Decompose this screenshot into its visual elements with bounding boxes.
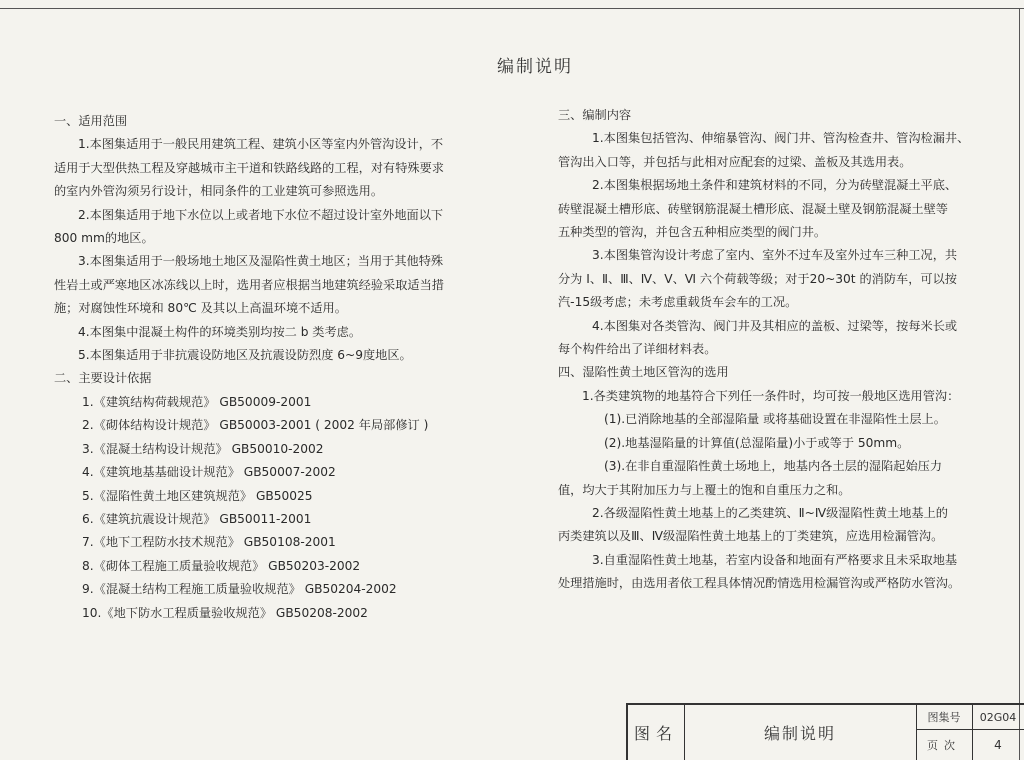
reference-item: 3.《混凝土结构设计规范》 GB50010-2002 [82,441,324,456]
paragraph-line: 3.自重湿陷性黄土地基，若室内设备和地面有严格要求且未采取地基 [592,552,958,567]
paragraph-line: 值，均大于其附加压力与上覆土的饱和自重压力之和。 [558,482,851,497]
reference-item: 2.《砌体结构设计规范》 GB50003-2001 ( 2002 年局部修订 ) [82,418,429,433]
title-block [626,703,1024,760]
reference-item: 5.《湿陷性黄土地区建筑规范》 GB50025 [82,488,313,503]
paragraph-line: 1.各类建筑物的地基符合下列任一条件时，均可按一般地区选用管沟： [582,388,960,403]
section-heading: 三、编制内容 [558,108,632,122]
reference-item: 6.《建筑抗震设计规范》 GB50011-2001 [82,511,312,526]
paragraph-line: 5.本图集适用于非抗震设防地区及抗震设防烈度 6~9度地区。 [78,348,412,363]
reference-item: 4.《建筑地基基础设计规范》 GB50007-2002 [82,465,336,480]
paragraph-line: 的室内外管沟须另行设计，相同条件的工业建筑可参照选用。 [54,184,384,199]
section-heading: 四、湿陷性黄土地区管沟的选用 [558,365,729,380]
paragraph-line: 1.本图集适用于一般民用建筑工程、建筑小区等室内外管沟设计，不 [78,137,444,152]
paragraph-line: 每个构件给出了详细材料表。 [558,342,717,357]
paragraph-line: 性岩土或严寒地区冰冻线以上时，选用者应根据当地建筑经验采取适当措 [54,277,444,292]
section-heading: 二、主要设计依据 [54,371,152,386]
paragraph-line: 施；对腐蚀性环境和 80℃ 及其以上高温环境不适用。 [54,301,347,316]
reference-item: 8.《砌体工程施工质量验收规范》 GB50203-2002 [82,558,361,573]
condition-item: (2).地基湿陷量的计算值(总湿陷量)小于或等于 50mm。 [604,435,910,450]
reference-item: 9.《混凝土结构工程施工质量验收规范》 GB50204-2002 [82,582,397,597]
condition-item: (3).在非自重湿陷性黄土场地上，地基内各土层的湿陷起始压力 [604,459,943,474]
paragraph-line: 4.本图集对各类管沟、阀门井及其相应的盖板、过梁等，按每米长或 [592,318,958,333]
atlas-number-label: 图集号 [916,705,973,730]
paragraph-line: 1.本图集包括管沟、伸缩暴管沟、阀门井、管沟检查井、管沟检漏井、 [592,131,970,146]
section-heading: 一、适用范围 [54,114,128,128]
page-number-label: 页次 [916,730,973,760]
drawing-frame-right [1019,8,1020,760]
paragraph-line: 丙类建筑以及Ⅲ、Ⅳ级湿陷性黄土地基上的丁类建筑，应选用检漏管沟。 [558,529,944,544]
page-title: 编制说明 [497,57,573,77]
paragraph-line: 处理措施时，由选用者依工程具体情况酌情选用检漏管沟或严格防水管沟。 [558,576,961,591]
paragraph-line: 800 mm的地区。 [54,231,154,246]
left-column [54,110,514,625]
right-column [558,104,1013,596]
paragraph-line: 管沟出入口等，并包括与此相对应配套的过梁、盖板及其选用表。 [558,154,912,169]
paragraph-line: 2.本图集根据场地土条件和建筑材料的不同，分为砖壁混凝土平底、 [592,178,958,193]
reference-item: 10.《地下防水工程质量验收规范》 GB50208-2002 [82,605,368,620]
paragraph-line: 4.本图集中混凝土构件的环境类别均按二 b 类考虑。 [78,324,362,339]
paragraph-line: 汽-15级考虑；未考虑重载货车会车的工况。 [558,295,798,310]
paragraph-line: 3.本图集适用于一般场地土地区及湿陷性黄土地区；当用于其他特殊 [78,254,444,269]
reference-item: 7.《地下工程防水技术规范》 GB50108-2001 [82,535,336,550]
paragraph-line: 适用于大型供热工程及穿越城市主干道和铁路线路的工程，对有特殊要求 [54,160,444,175]
drawing-frame-top [0,8,1024,9]
paragraph-line: 砖壁混凝土槽形底、砖壁钢筋混凝土槽形底、混凝土壁及钢筋混凝土壁等 [558,201,948,216]
paragraph-line: 2.本图集适用于地下水位以上或者地下水位不超过设计室外地面以下 [78,207,444,222]
paragraph-line: 2.各级湿陷性黄土地基上的乙类建筑、Ⅱ~Ⅳ级湿陷性黄土地基上的 [592,505,948,520]
condition-item: (1).已消除地基的全部湿陷量 或将基础设置在非湿陷性土层上。 [604,412,946,427]
reference-item: 1.《建筑结构荷载规范》 GB50009-2001 [82,394,312,409]
drawing-name-label: 图名 [628,705,685,760]
atlas-number-value: 02G04 [972,705,1024,730]
paragraph-line: 五种类型的管沟，并包含五种相应类型的阀门井。 [558,225,827,240]
page-number-value: 4 [994,738,1002,752]
paragraph-line: 3.本图集管沟设计考虑了室内、室外不过车及室外过车三种工况，共 [592,248,958,263]
drawing-name-value: 编制说明 [684,705,917,760]
paragraph-line: 分为 Ⅰ、Ⅱ、Ⅲ、Ⅳ、Ⅴ、Ⅵ 六个荷载等级；对于20~30t 的消防车，可以按 [558,271,957,286]
